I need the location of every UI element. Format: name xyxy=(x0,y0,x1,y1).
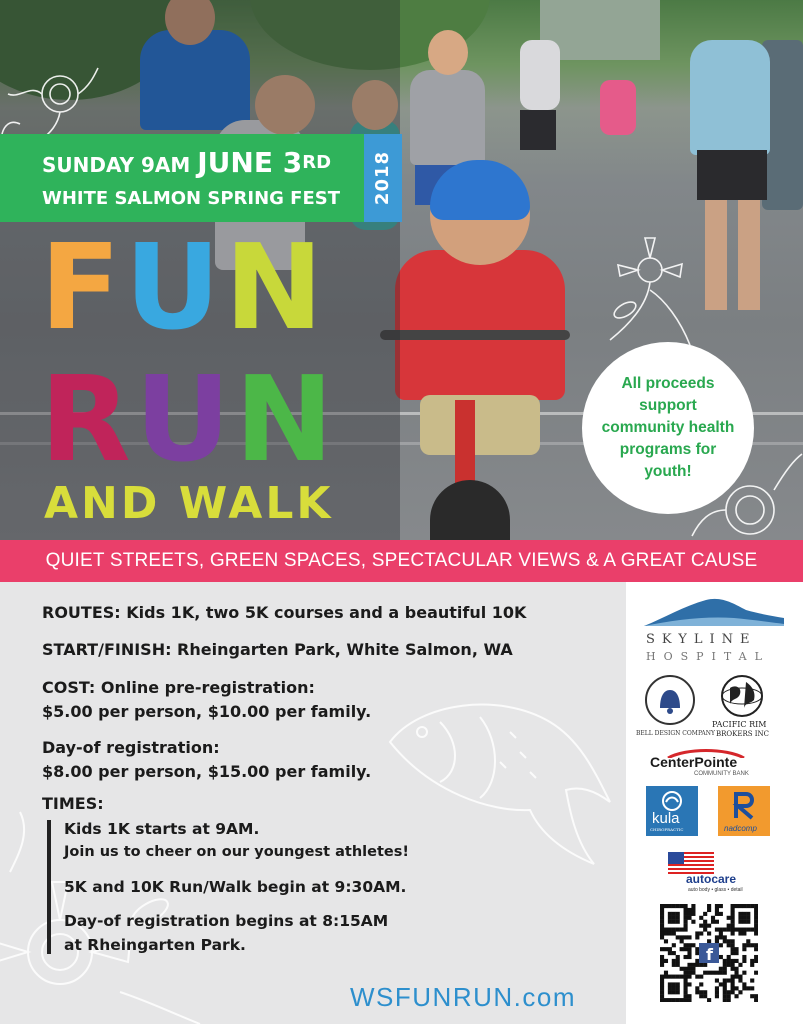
title-letter: N xyxy=(224,218,328,356)
times-item: at Rheingarten Park. xyxy=(64,936,246,954)
proceeds-callout xyxy=(582,342,754,514)
runner-head xyxy=(428,30,468,75)
skyline-name: SKYLINE xyxy=(646,632,757,647)
cost-online: $5.00 per person, $10.00 per family. xyxy=(42,702,372,721)
cost-label: COST: Online pre-registration: xyxy=(42,678,315,697)
title-and-walk: AND WALK xyxy=(44,478,334,529)
dayof-label: Day-of registration: xyxy=(42,738,220,757)
centerpointe-name: CenterPointe xyxy=(650,754,738,770)
kid-shorts xyxy=(420,395,540,455)
title-run xyxy=(40,350,338,488)
times-item: Day-of registration begins at 8:15AM xyxy=(64,912,389,930)
times-label: TIMES: xyxy=(42,794,104,813)
salmon-watermark-icon xyxy=(380,682,620,872)
title-letter: F xyxy=(40,218,125,356)
svg-text:f: f xyxy=(706,945,713,964)
runner-white-shirt xyxy=(520,40,560,110)
title-letter: R xyxy=(40,350,135,488)
website-link[interactable]: WSFUNRUN.com xyxy=(350,982,576,1012)
bell-design-logo-icon xyxy=(644,674,696,726)
globe-icon xyxy=(720,674,764,718)
routes-line: ROUTES: Kids 1K, two 5K courses and a beautiful 10K xyxy=(42,603,527,622)
year-tab xyxy=(364,134,402,222)
kid-red-shirt xyxy=(395,250,565,400)
times-bar xyxy=(47,820,51,954)
flower-doodle-icon xyxy=(590,230,710,350)
nadcomp-logo xyxy=(718,786,770,836)
times-item: Kids 1K starts at 9AM. xyxy=(64,820,260,838)
title-letter: U xyxy=(124,218,225,356)
title-letter: N xyxy=(234,350,338,488)
sponsor-column xyxy=(626,582,803,1024)
times-item: Join us to cheer on our youngest athletes! xyxy=(64,844,409,860)
bell-design-name: BELL DESIGN COMPANY xyxy=(636,730,715,737)
bike-handlebar xyxy=(380,330,570,340)
title-letter: U xyxy=(134,350,235,488)
kula-swirl-icon xyxy=(660,790,684,812)
nadcomp-name: nadcomp xyxy=(724,824,757,833)
qr-code-icon[interactable] xyxy=(660,904,758,1002)
start-finish-line: START/FINISH: Rheingarten Park, White Salmon, WA xyxy=(42,640,513,659)
proceeds-text: All proceeds support community health programs for youth! xyxy=(601,375,735,480)
runner-gray-shirt xyxy=(410,70,485,165)
cost-dayof: $8.00 per person, $15.00 per family. xyxy=(42,762,372,781)
tagline-banner: QUIET STREETS, GREEN SPACES, SPECTACULAR VIEWS & A GREAT CAUSE xyxy=(0,540,803,582)
runner-pink-shirt xyxy=(600,80,636,135)
kula-sub: CHIROPRACTIC xyxy=(650,827,684,832)
kula-name: kula xyxy=(652,810,680,827)
pacific-rim-sub: BROKERS INC xyxy=(716,730,770,738)
event-day-time: SUNDAY 9AM xyxy=(42,153,191,177)
runner-shorts xyxy=(520,110,556,150)
flower-doodle-icon xyxy=(0,64,100,144)
event-date xyxy=(42,146,331,179)
runner-shorts xyxy=(697,150,767,200)
title-fun xyxy=(40,218,328,356)
runner-lightblue-shirt xyxy=(690,40,770,155)
skyline-mountain-icon xyxy=(644,596,784,628)
times-item: 5K and 10K Run/Walk begin at 9:30AM. xyxy=(64,878,407,896)
bike-wheel xyxy=(430,480,510,540)
skyline-sub: HOSPITAL xyxy=(646,650,770,663)
autocare-name: autocare xyxy=(686,872,737,886)
flag-icon xyxy=(668,852,714,874)
details-panel xyxy=(0,582,626,1024)
event-date-main: JUNE 3 xyxy=(197,146,303,179)
runner-leg xyxy=(738,200,760,310)
event-name: WHITE SALMON SPRING FEST xyxy=(42,188,341,209)
pacific-rim-name: PACIFIC RIM xyxy=(712,720,767,729)
nadcomp-r-icon xyxy=(730,790,758,820)
event-year: 2018 xyxy=(372,150,393,206)
centerpointe-sub: COMMUNITY BANK xyxy=(694,771,749,777)
event-date-suffix: RD xyxy=(302,152,332,173)
kula-logo xyxy=(646,786,698,836)
autocare-sub: auto body • glass • detail xyxy=(688,887,743,893)
